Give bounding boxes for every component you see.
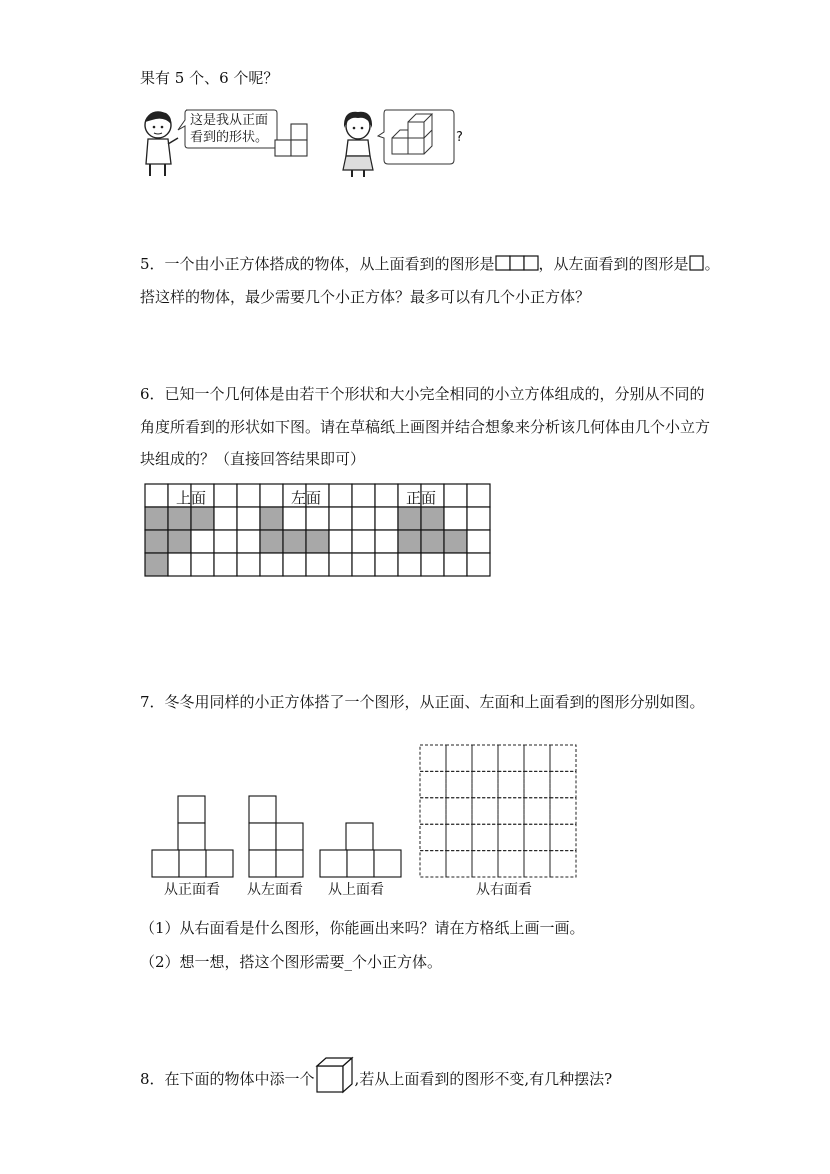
left-view-cell [276, 850, 303, 877]
q5-line1-end: 。 [704, 255, 720, 273]
q7-sub1: （1）从右面看是什么图形，你能画出来吗？请在方格纸上画一画。 [140, 919, 585, 937]
grid-cell [352, 530, 375, 553]
grid-cell [467, 484, 490, 507]
grid-cell [421, 507, 444, 530]
q6-view-grid [144, 483, 492, 577]
grid-cell [421, 530, 444, 553]
dashed-cell[interactable] [498, 824, 524, 850]
grid-cell [191, 507, 214, 530]
grid-cell [283, 507, 306, 530]
dashed-cell[interactable] [550, 798, 576, 824]
dashed-cell[interactable] [498, 771, 524, 797]
dashed-cell[interactable] [472, 745, 498, 771]
grid-cell [398, 507, 421, 530]
dashed-cell[interactable] [524, 745, 550, 771]
dashed-cell[interactable] [524, 851, 550, 877]
q5-line1 [140, 254, 720, 274]
grid-cell [168, 507, 191, 530]
grid-cell [214, 530, 237, 553]
right-view-dashed-grid [420, 745, 576, 877]
grid-cell [306, 507, 329, 530]
dashed-cell[interactable] [472, 851, 498, 877]
grid-label: 左面 [291, 489, 322, 507]
dashed-cell[interactable] [446, 851, 472, 877]
dashed-cell[interactable] [472, 798, 498, 824]
grid-cell [329, 507, 352, 530]
grid-cell [352, 553, 375, 576]
grid-label: 正面 [406, 489, 437, 507]
q7-line1: 7．冬冬用同样的小正方体搭了一个图形，从正面、左面和上面看到的图形分别如图。 [140, 693, 705, 711]
top-view-cell [346, 823, 373, 850]
grid-cell [467, 530, 490, 553]
q4-intro-tail: 果有 5 个、6 个呢？ [140, 69, 279, 87]
grid-cell [398, 553, 421, 576]
grid-cell [398, 530, 421, 553]
dashed-cell[interactable] [498, 851, 524, 877]
dashed-cell[interactable] [524, 824, 550, 850]
grid-cell [329, 530, 352, 553]
grid-cell [375, 484, 398, 507]
q7-sub2: （2）想一想，搭这个图形需要_个小正方体。 [140, 953, 443, 971]
grid-cell [260, 553, 283, 576]
grid-cell [237, 530, 260, 553]
cube-thought-bubble [378, 108, 458, 168]
q8-line [140, 1056, 612, 1094]
grid-cell [467, 507, 490, 530]
top-view-cell [347, 850, 374, 877]
q4-illustration [138, 108, 468, 178]
dashed-cell[interactable] [420, 745, 446, 771]
dashed-cell[interactable] [550, 745, 576, 771]
front-view-cell [178, 823, 205, 850]
top-view-three-squares [495, 255, 539, 271]
grid-cell [214, 484, 237, 507]
left-view-cell [249, 823, 276, 850]
q5-line2: 搭这样的物体，最少需要几个小正方体？最多可以有几个小正方体？ [140, 288, 591, 306]
dashed-cell[interactable] [420, 798, 446, 824]
dashed-cell[interactable] [550, 771, 576, 797]
bubble-line-1: 这是我从正面 [190, 113, 269, 128]
dashed-cell[interactable] [446, 771, 472, 797]
grid-cell [191, 553, 214, 576]
grid-cell [260, 484, 283, 507]
q6-line3: 块组成的？（直接回答结果即可） [140, 450, 366, 468]
view-label-front: 从正面看 [164, 882, 220, 898]
grid-cell [168, 553, 191, 576]
grid-cell [260, 530, 283, 553]
dashed-cell[interactable] [524, 798, 550, 824]
grid-cell [145, 553, 168, 576]
grid-cell [237, 507, 260, 530]
front-view-cell [152, 850, 179, 877]
grid-cell [260, 507, 283, 530]
dashed-cell[interactable] [472, 824, 498, 850]
grid-cell [444, 530, 467, 553]
front-view-shape [274, 123, 314, 163]
grid-cell [329, 484, 352, 507]
q8-suffix: ,若从上面看到的图形不变,有几种摆法? [354, 1070, 613, 1088]
dashed-cell[interactable] [498, 798, 524, 824]
grid-cell [168, 530, 191, 553]
grid-cell [375, 553, 398, 576]
grid-cell [145, 484, 168, 507]
q5-line1-prefix: 5．一个由小正方体搭成的物体，从上面看到的图形是 [140, 255, 495, 273]
grid-cell [237, 553, 260, 576]
dashed-cell[interactable] [446, 824, 472, 850]
q5-line1-mid: ，从左面看到的图形是 [538, 255, 689, 273]
grid-cell [375, 507, 398, 530]
dashed-cell[interactable] [446, 745, 472, 771]
q7-views [150, 743, 590, 903]
left-view-cell [249, 850, 276, 877]
grid-cell [237, 484, 260, 507]
grid-cell [421, 553, 444, 576]
small-cube-icon [315, 1056, 355, 1094]
dashed-cell[interactable] [550, 851, 576, 877]
view-label-left: 从左面看 [247, 882, 303, 898]
left-view-cell [276, 823, 303, 850]
grid-cell [214, 507, 237, 530]
top-view-cell [374, 850, 401, 877]
grid-cell [329, 553, 352, 576]
question-mark: ? [456, 130, 463, 145]
dashed-cell[interactable] [524, 771, 550, 797]
dashed-cell[interactable] [420, 851, 446, 877]
grid-cell [145, 530, 168, 553]
q6-line1: 6．已知一个几何体是由若干个形状和大小完全相同的小立方体组成的，分别从不同的 [140, 385, 705, 403]
grid-cell [306, 553, 329, 576]
grid-cell [214, 553, 237, 576]
left-view-one-square [689, 255, 705, 271]
grid-cell [467, 553, 490, 576]
dashed-cell[interactable] [420, 771, 446, 797]
grid-cell [352, 507, 375, 530]
q6-line2: 角度所看到的形状如下图。请在草稿纸上画图并结合想象来分析该几何体由几个小立方 [140, 418, 711, 436]
grid-cell [444, 484, 467, 507]
bubble-line-2: 看到的形状。 [190, 130, 269, 145]
grid-label: 上面 [176, 489, 207, 507]
front-view-cell [179, 850, 206, 877]
dashed-cell[interactable] [498, 745, 524, 771]
q8-prefix: 8．在下面的物体中添一个 [140, 1070, 315, 1088]
top-view-cell [320, 850, 347, 877]
front-view-cell [206, 850, 233, 877]
view-label-right: 从右面看 [476, 882, 532, 898]
grid-cell [444, 507, 467, 530]
front-view-cell [178, 796, 205, 823]
left-view-cell [249, 796, 276, 823]
dashed-cell[interactable] [420, 824, 446, 850]
grid-cell [283, 530, 306, 553]
girl-figure-icon [338, 108, 383, 178]
grid-cell [375, 530, 398, 553]
dashed-cell[interactable] [472, 771, 498, 797]
dashed-cell[interactable] [550, 824, 576, 850]
dashed-cell[interactable] [446, 798, 472, 824]
boy-figure-icon [138, 108, 183, 178]
grid-cell [352, 484, 375, 507]
grid-cell [145, 507, 168, 530]
grid-cell [191, 530, 214, 553]
grid-cell [444, 553, 467, 576]
speech-bubble-text [190, 112, 268, 146]
grid-cell [283, 553, 306, 576]
view-label-top: 从上面看 [328, 882, 384, 898]
grid-cell [306, 530, 329, 553]
